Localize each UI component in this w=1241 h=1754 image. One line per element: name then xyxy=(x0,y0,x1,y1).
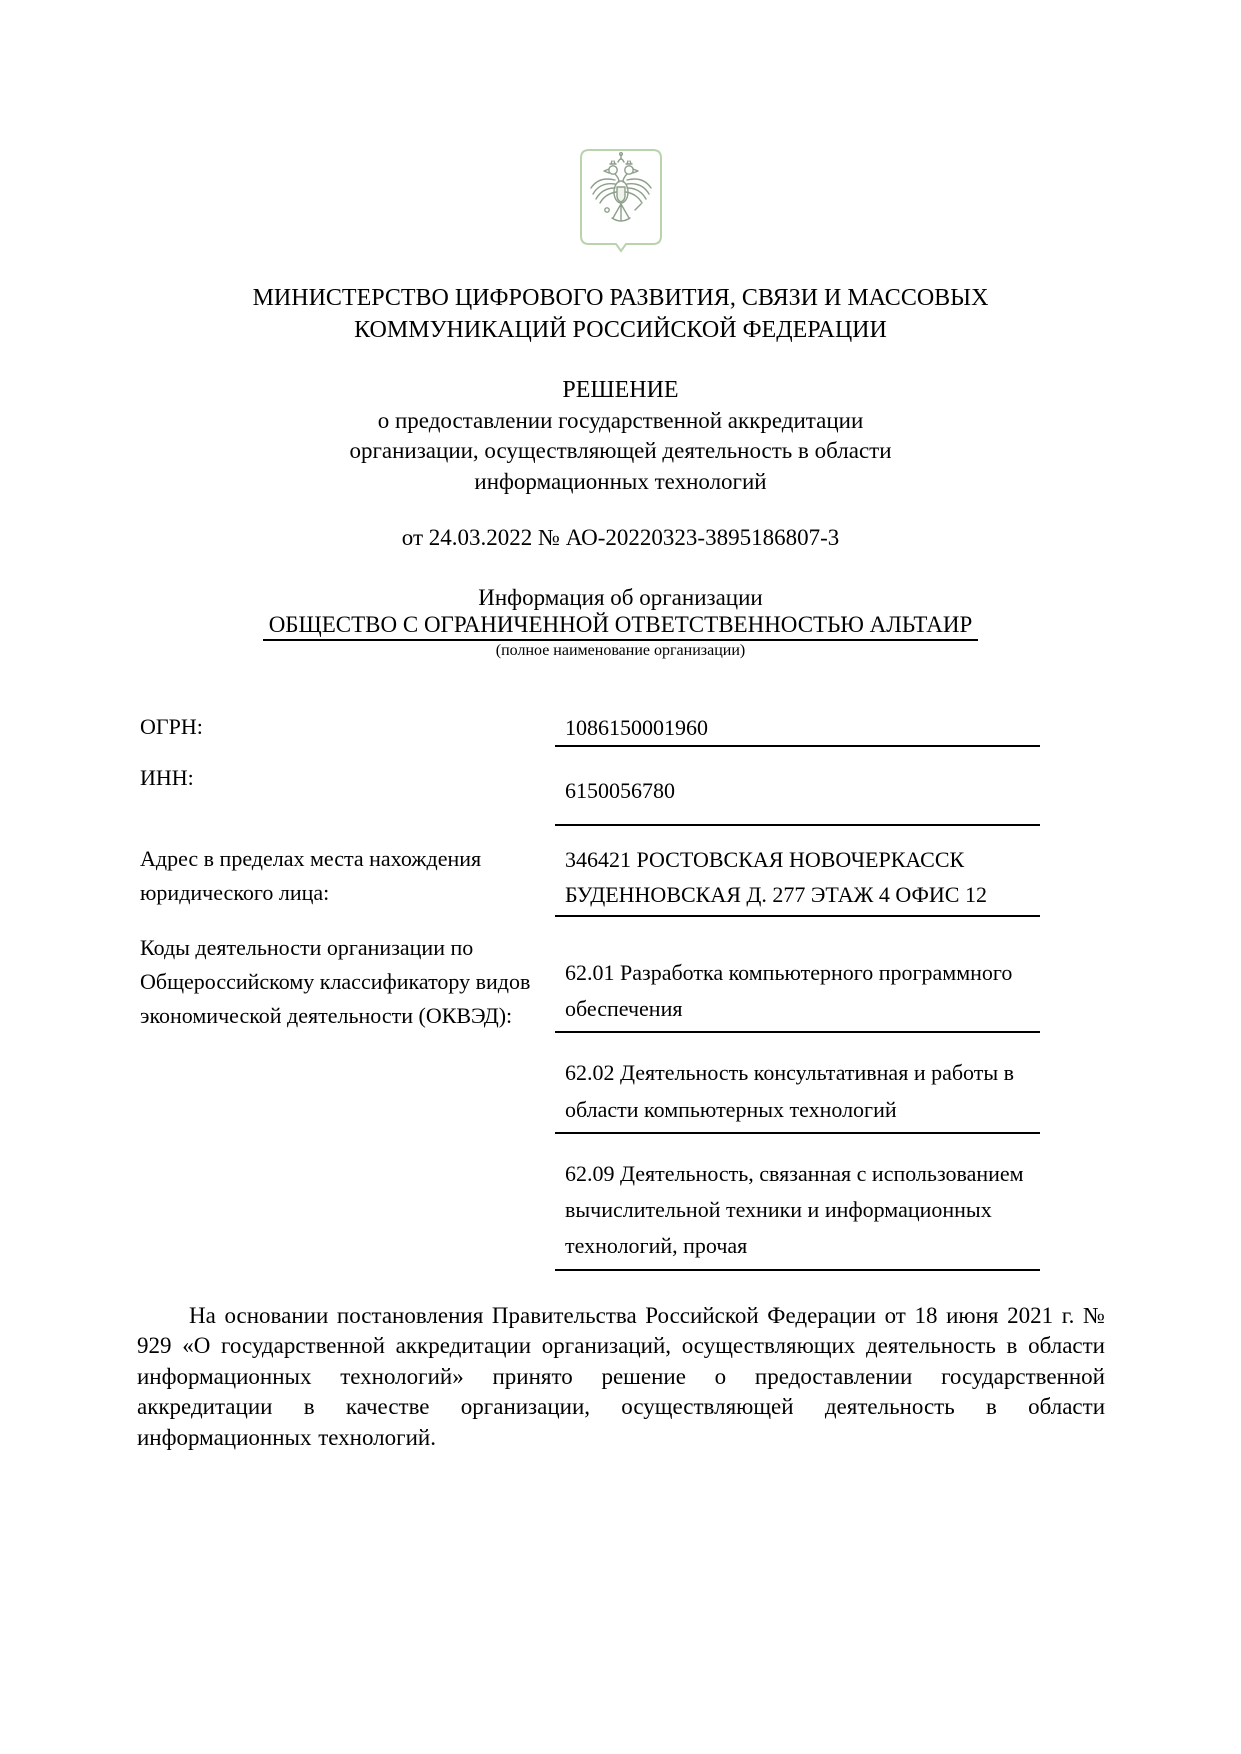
ogrn-value: 1086150001960 xyxy=(555,710,1040,747)
document-subtitle: о предоставлении государственной аккредитации организации, осуществляющей деятельность в области информационных технологий xyxy=(349,407,892,494)
document-date-number: от 24.03.2022 № АО-20220323-3895186807-3 xyxy=(401,524,840,550)
field-row-address xyxy=(140,842,1040,916)
field-row-inn xyxy=(140,761,1040,826)
organization-name-caption: (полное наименование организации) xyxy=(495,641,746,659)
coat-of-arms-emblem xyxy=(579,148,663,260)
okved-code-6209: 62.09 Деятельность, связанная с использованием вычислительной техники и информационных технологий, прочая xyxy=(555,1156,1040,1271)
inn-value: 6150056780 xyxy=(555,761,1040,826)
field-row-okved xyxy=(140,931,1040,1271)
address-label: Адрес в пределах места нахождения юридического лица: xyxy=(140,846,482,906)
field-row-ogrn xyxy=(140,710,1040,747)
okved-code-6201: 62.01 Разработка компьютерного программного обеспечения xyxy=(555,955,1040,1034)
okved-label: Коды деятельности организации по Общероссийскому классификатору видов экономической деятельности (ОКВЭД): xyxy=(140,934,531,1028)
address-value: 346421 РОСТОВСКАЯ НОВОЧЕРКАССК БУДЕННОВСКАЯ Д. 277 ЭТАЖ 4 ОФИС 12 xyxy=(555,842,1040,916)
inn-label: ИНН: xyxy=(140,765,194,791)
organization-name: ОБЩЕСТВО С ОГРАНИЧЕННОЙ ОТВЕТСТВЕННОСТЬЮ АЛЬТАИР xyxy=(263,612,979,641)
org-fields xyxy=(140,710,1040,1271)
organization-name-block xyxy=(0,612,1241,660)
okved-code-6202: 62.02 Деятельность консультативная и работы в области компьютерных технологий xyxy=(555,1055,1040,1134)
ogrn-label: ОГРН: xyxy=(140,713,203,739)
org-info-section-title: Информация об организации xyxy=(478,584,763,610)
ministry-name: МИНИСТЕРСТВО ЦИФРОВОГО РАЗВИТИЯ, СВЯЗИ И МАССОВЫХ КОММУНИКАЦИЙ РОССИЙСКОЙ ФЕДЕРАЦИИ xyxy=(252,285,989,344)
decision-paragraph: На основании постановления Правительства Российской Федерации от 18 июня 2021 г. № 929 «О государственной аккредитации организаций, осуществляющих деятельность в области информационных технологий» принято решение о предоставлении государственной аккредитации в качестве организации, осуществляющей деятельность в области информационных технологий. xyxy=(137,1302,1105,1450)
document-type-title: РЕШЕНИЕ xyxy=(562,376,679,403)
